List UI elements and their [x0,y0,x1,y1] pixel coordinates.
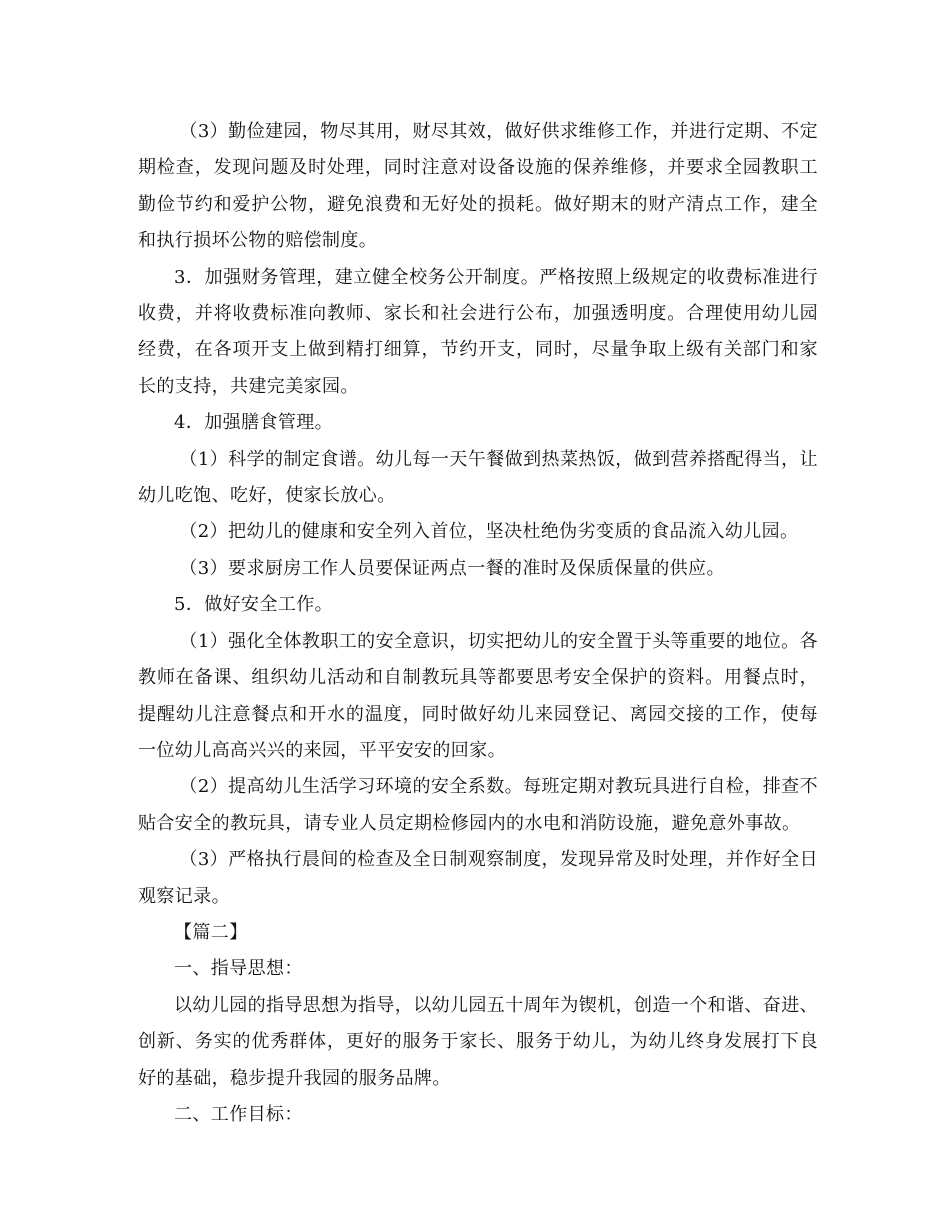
paragraph-safety-awareness: （1）强化全体教职工的安全意识，切实把幼儿的安全置于头等重要的地位。各教师在备课、组织幼儿活动和自制教玩具等都要思考安全保护的资料。用餐点时，提醒幼儿注意餐点和开水的温度，同时做好幼儿来园登记、离园交接的工作，使每一位幼儿高高兴兴的来园，平平安安的回家。 [138,630,818,761]
section-heading-part-two: 【篇二】 [174,921,248,943]
heading-meal-management: 4．加强膳食管理。 [174,412,334,434]
paragraph-food-safety: （2）把幼儿的健康和安全列入首位，坚决杜绝伪劣变质的食品流入幼儿园。 [179,521,799,543]
heading-guiding-ideology: 一、指导思想： [174,958,303,980]
paragraph-kitchen-staff: （3）要求厨房工作人员要保证两点一餐的准时及保质保量的供应。 [179,557,725,579]
paragraph-meal-recipes: （1）科学的制定食谱。幼儿每一天午餐做到热菜热饭，做到营养搭配得当，让幼儿吃饱、吃好，使家长放心。 [138,448,818,507]
paragraph-guiding-ideology: 以幼儿园的指导思想为指导，以幼儿园五十周年为锲机，创造一个和谐、奋进、创新、务实的优秀群体，更好的服务于家长、服务于幼儿，为幼儿终身发展打下良好的基础，稳步提升我园的服务品牌。 [138,994,818,1089]
paragraph-morning-check: （3）严格执行晨间的检查及全日制观察制度，发现异常及时处理，并作好全日观察记录。 [138,849,818,907]
paragraph-safety-environment: （2）提高幼儿生活学习环境的安全系数。每班定期对教玩具进行自检，排查不贴合安全的教玩具，请专业人员定期检修园内的水电和消防设施，避免意外事故。 [138,776,818,834]
heading-work-goals: 二、工作目标： [174,1103,303,1125]
paragraph-finance-management: 3．加强财务管理，建立健全校务公开制度。严格按照上级规定的收费标准进行收费，并将收费标准向教师、家长和社会进行公布，加强透明度。合理使用幼儿园经费，在各项开支上做到精打细算，节约开支，同时，尽量争取上级有关部门和家长的支持，共建完美家园。 [138,266,818,397]
heading-safety-work: 5．做好安全工作。 [174,594,334,616]
paragraph-property-maintenance: （3）勤俭建园，物尽其用，财尽其效，做好供求维修工作，并进行定期、不定期检查，发现问题及时处理，同时注意对设备设施的保养维修，并要求全园教职工勤俭节约和爱护公物，避免浪费和无好处的损耗。做好期末的财产清点工作，建全和执行损坏公物的赔偿制度。 [138,121,818,252]
document-body [138,114,818,1133]
